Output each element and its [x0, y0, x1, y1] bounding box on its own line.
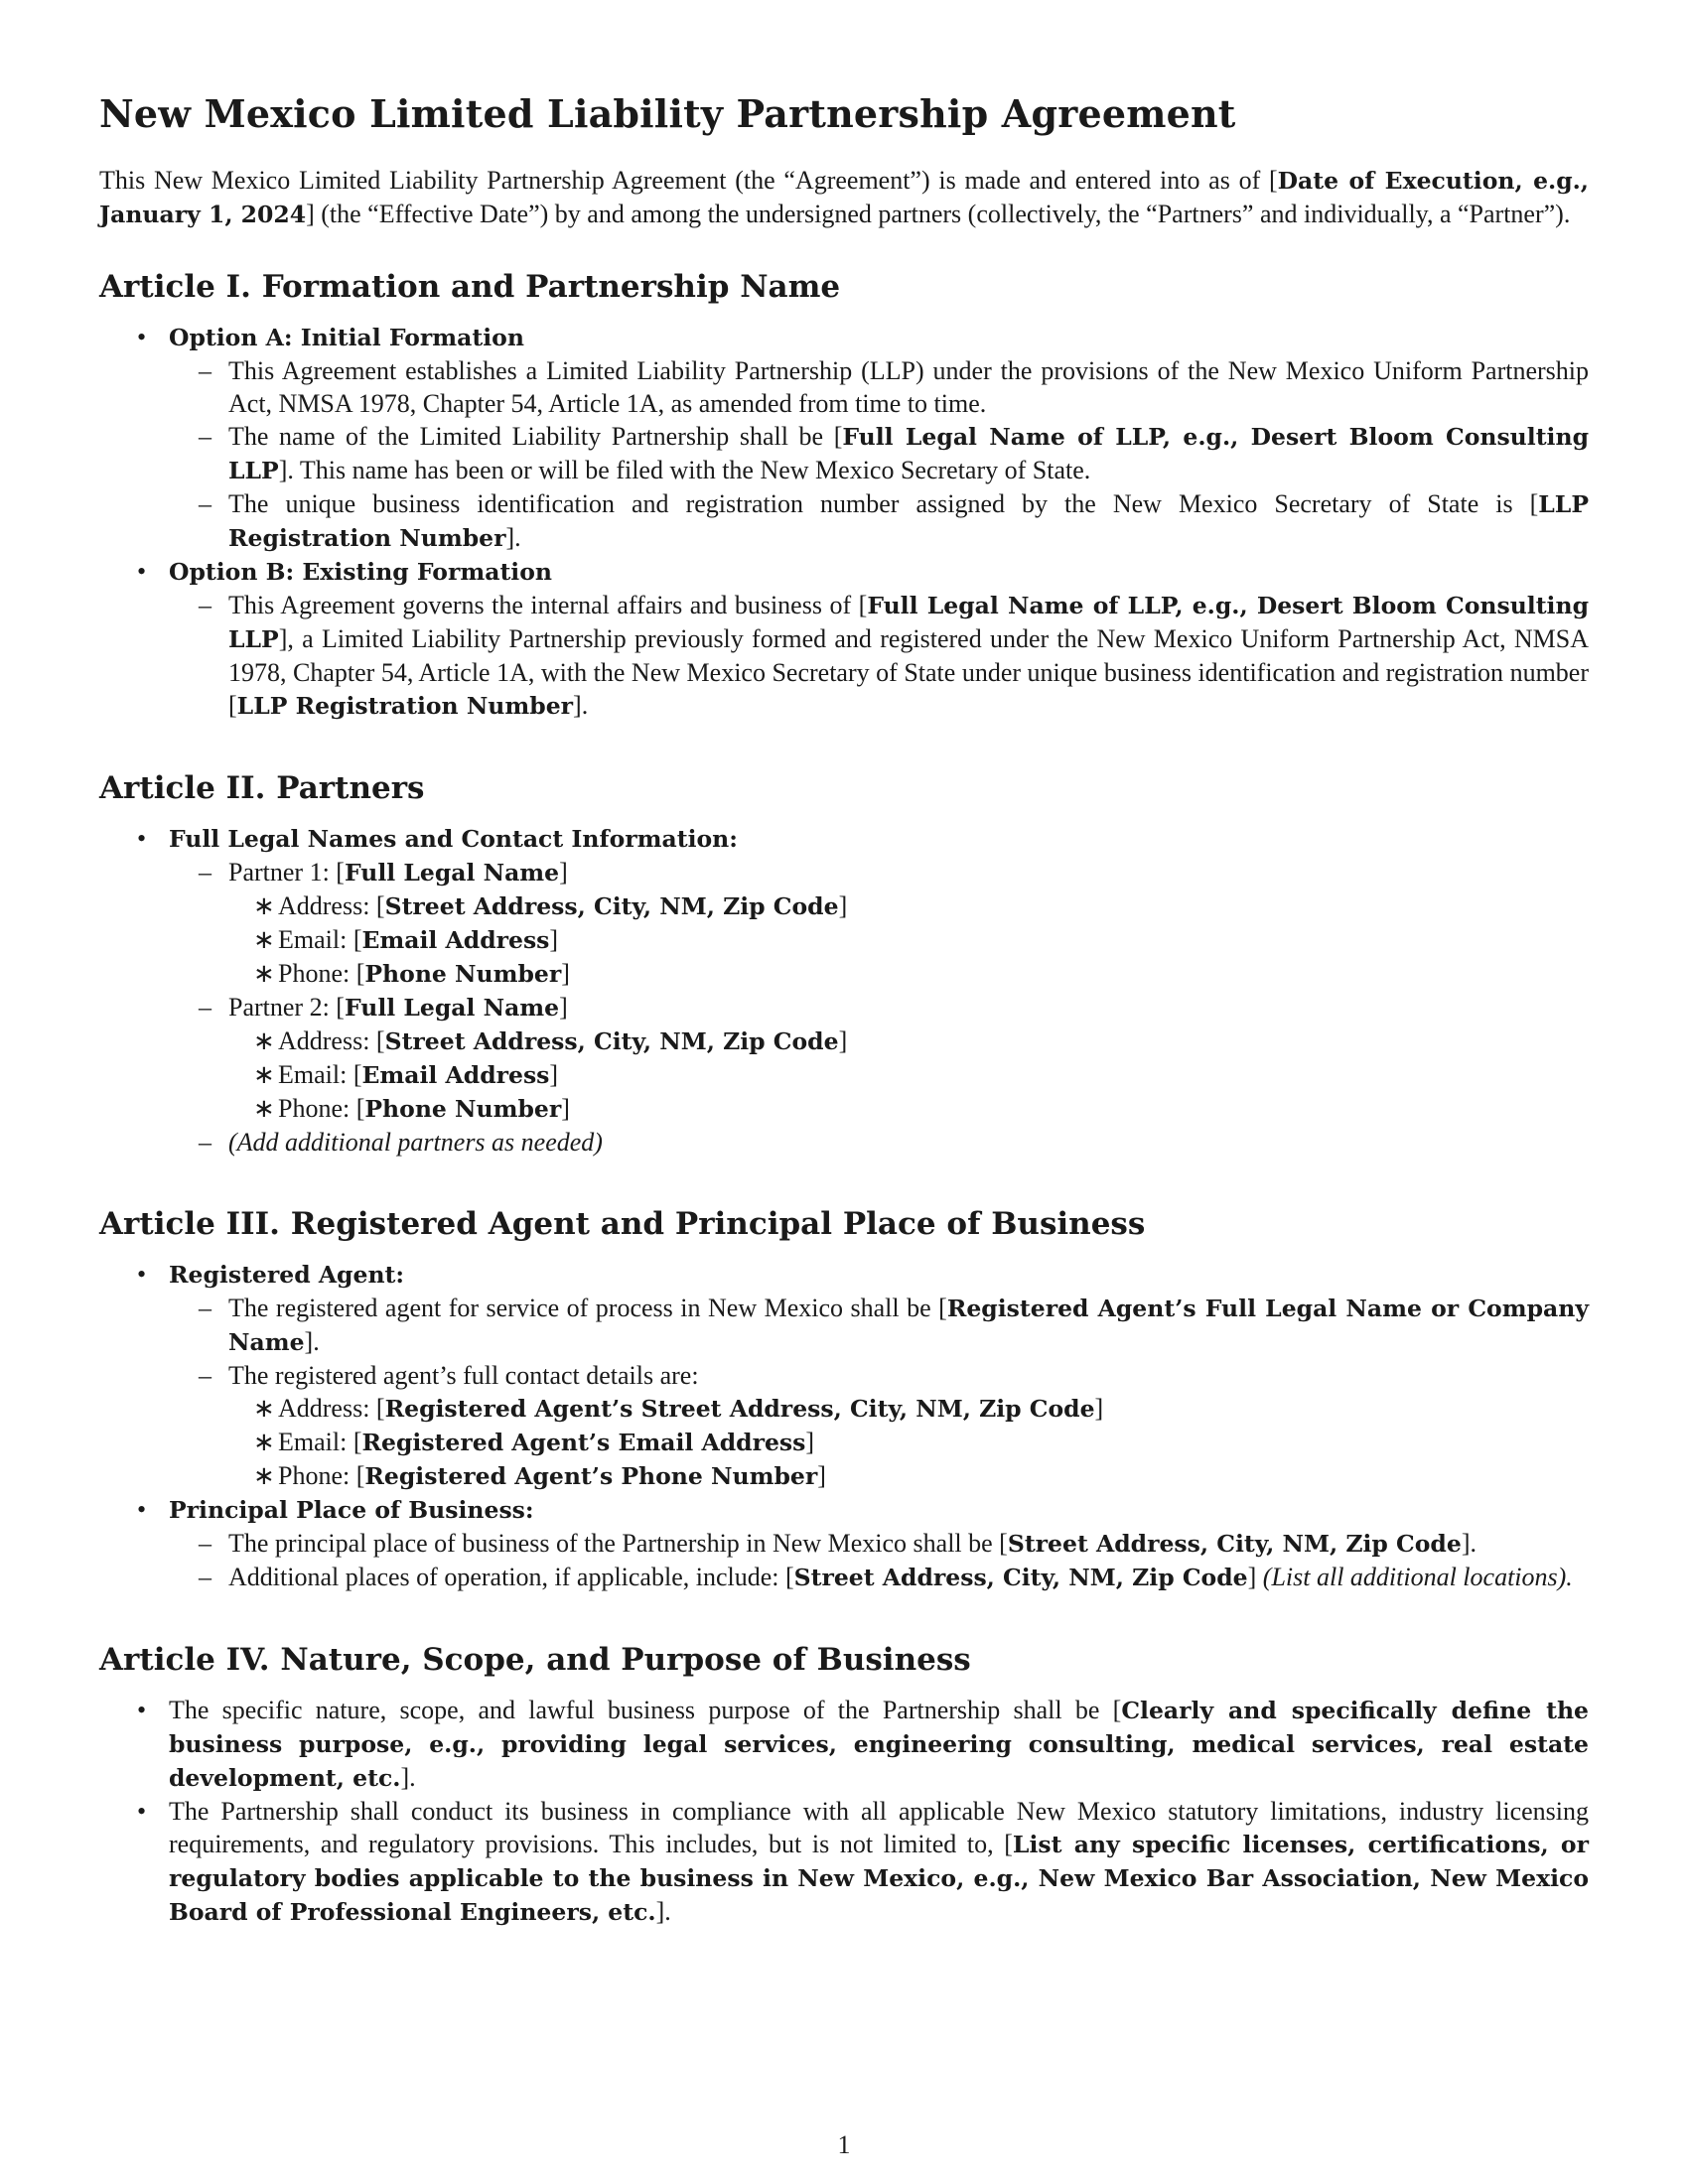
document-page [99, 77, 1589, 1929]
article-4-heading: Article IV. Nature, Scope, and Purpose of Business [99, 1642, 971, 1678]
intro-paragraph [99, 164, 1589, 231]
intro-text: This New Mexico Limited Liability Partnership Agreement (the “Agreement”) is made and entered into as of [ [99, 166, 1278, 195]
option-b-label: Option B: Existing Formation [169, 558, 552, 586]
registered-agent-label: Registered Agent: [169, 1261, 405, 1289]
list-item: – This Agreement governs the internal affairs and business of [Full Legal Name of LLP, e.g., Desert Bloom Consulting LLP], a Limited Liability Partnership previously formed and registered under the New Mexico Uniform Partnership Act, NMSA 1978, Chapter 54, Article 1A, with the New Mexico Secretary of State under unique business identification and registration number [LLP Registration Number]. [169, 589, 1589, 723]
partners-contact-info [99, 822, 1589, 1159]
partner-2-phone: ∗ Phone: [Phone Number] [228, 1092, 1589, 1126]
article-4-list [99, 1694, 1589, 1929]
llp-name-placeholder: Full Legal Name of LLP, e.g., Desert Bloom Consulting LLP [228, 423, 1589, 484]
registration-number-placeholder: LLP Registration Number [228, 490, 1589, 552]
article-2-list [99, 822, 1589, 1159]
document-title: New Mexico Limited Liability Partnership Agreement [99, 91, 1236, 136]
partner-1-phone: ∗ Phone: [Phone Number] [228, 957, 1589, 991]
list-item: – The registered agent for service of process in New Mexico shall be [Registered Agent’s Full Legal Name or Company Name]. [169, 1292, 1589, 1359]
article-1-heading: Article I. Formation and Partnership Name [99, 269, 841, 305]
option-a-label: Option A: Initial Formation [169, 324, 524, 351]
agent-address: ∗ Address: [Registered Agent’s Street Address, City, NM, Zip Code] [228, 1392, 1589, 1426]
page-number: 1 [837, 2130, 851, 2159]
list-item: • The specific nature, scope, and lawful business purpose of the Partnership shall be [Clearly and specifically define the business purpose, e.g., providing legal services, engineering consulting, medical services, real estate development, etc.]. [99, 1694, 1589, 1795]
list-item: • The Partnership shall conduct its business in compliance with all applicable New Mexico statutory limitations, industry licensing requirements, and regulatory provisions. This includes, but is not limited to, [List any specific licenses, certifications, or regulatory bodies applicable to the business in New Mexico, e.g., New Mexico Bar Association, New Mexico Board of Professional Engineers, etc.]. [99, 1795, 1589, 1929]
intro-text-2: ] (the “Effective Date”) by and among the undersigned partners (collectively, the “Partners” and individually, a “Partner”). [306, 200, 1571, 228]
article-3-heading: Article III. Registered Agent and Principal Place of Business [99, 1206, 1146, 1242]
partner-1: – Partner 1: [Full Legal Name] ∗ Address: [Street Address, City, NM, Zip Code] ∗ Email: [Email Address] ∗ Phone: [Phone Number] [169, 856, 1589, 991]
partner-2-email: ∗ Email: [Email Address] [228, 1058, 1589, 1092]
add-partners-note: – (Add additional partners as needed) [169, 1126, 1589, 1159]
principal-place-label: Principal Place of Business: [169, 1496, 534, 1524]
list-item: – The name of the Limited Liability Partnership shall be [Full Legal Name of LLP, e.g., Desert Bloom Consulting LLP]. This name has been or will be filed with the New Mexico Secretary of State. [169, 420, 1589, 487]
article-2-heading: Article II. Partners [99, 770, 425, 806]
partner-1-email: ∗ Email: [Email Address] [228, 923, 1589, 957]
registration-number-placeholder: LLP Registration Number [236, 692, 574, 720]
article-1-list [99, 321, 1589, 723]
list-item: – This Agreement establishes a Limited Liability Partnership (LLP) under the provisions of the New Mexico Uniform Partnership Act, NMSA 1978, Chapter 54, Article 1A, as amended from time to time. [169, 354, 1589, 420]
list-item: – The unique business identification and registration number assigned by the New Mexico Secretary of State is [LLP Registration Number]. [169, 487, 1589, 555]
list-item: – The registered agent’s full contact details are: ∗ Address: [Registered Agent’s Street Address, City, NM, Zip Code] ∗ Email: [Registered Agent’s Email Address] ∗ Phone: [Registered Agent’s Phone Number] [169, 1359, 1589, 1493]
llp-name-placeholder: Full Legal Name of LLP, e.g., Desert Bloom Consulting LLP [228, 592, 1590, 653]
partner-2: – Partner 2: [Full Legal Name] ∗ Address: [Street Address, City, NM, Zip Code] ∗ Email: [Email Address] ∗ Phone: [Phone Number] [169, 991, 1589, 1126]
principal-place-of-business [99, 1493, 1589, 1594]
effective-date-placeholder: Date of Execution, e.g., January 1, 2024 [99, 167, 1589, 228]
list-item: – Additional places of operation, if applicable, include: [Street Address, City, NM, Zip Code] (List all additional locations). [169, 1561, 1589, 1594]
list-item: – The principal place of business of the Partnership in New Mexico shall be [Street Address, City, NM, Zip Code]. [169, 1527, 1589, 1561]
option-b [99, 555, 1589, 723]
partner-1-address: ∗ Address: [Street Address, City, NM, Zip Code] [228, 889, 1589, 923]
option-a [99, 321, 1589, 555]
article-3-list [99, 1258, 1589, 1594]
registered-agent [99, 1258, 1589, 1493]
agent-phone: ∗ Phone: [Registered Agent’s Phone Number] [228, 1459, 1589, 1493]
partners-label: Full Legal Names and Contact Information: [169, 825, 738, 853]
agent-email: ∗ Email: [Registered Agent’s Email Address] [228, 1426, 1589, 1459]
partner-2-address: ∗ Address: [Street Address, City, NM, Zip Code] [228, 1024, 1589, 1058]
